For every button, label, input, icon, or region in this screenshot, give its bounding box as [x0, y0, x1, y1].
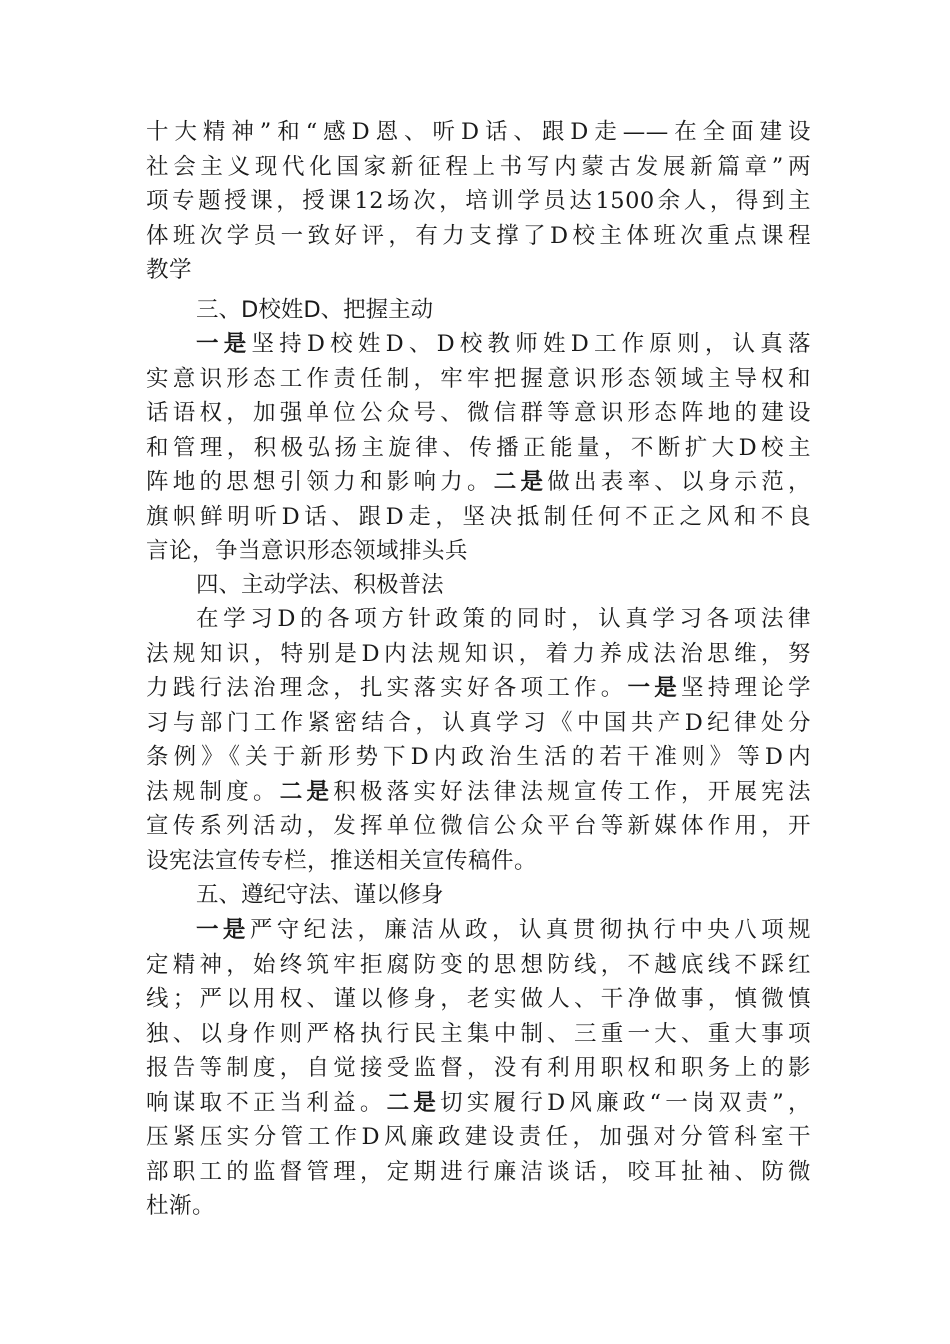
text-line: [146, 775, 811, 810]
text-line: 旗帜鲜明听D话、跟D走，坚决抵制任何不正之风和不良: [146, 503, 811, 530]
text-line: 项专题授课，授课12场次，培训学员达1500余人，得到主: [146, 188, 811, 214]
lead-marker: 一是: [196, 917, 250, 943]
text-line: 定精神，始终筑牢拒腐防变的思想防线，不越底线不踩红: [146, 951, 811, 978]
text-line: 话语权，加强单位公众号、微信群等意识形态阵地的建设: [146, 400, 811, 426]
text-run: 切实履行D风廉政“一岗双责”，: [440, 1089, 811, 1116]
paragraph-continuation: [146, 115, 811, 288]
text-line: 教学: [146, 257, 193, 283]
text-run: 严守纪法，廉洁从政，认真贯彻执行中央八项规: [249, 917, 811, 943]
paragraph-section-3: [146, 327, 811, 569]
text-line: 在学习D的各项方针政策的同时，认真学习各项法律: [196, 606, 811, 632]
text-line: 杜渐。: [146, 1193, 216, 1219]
lead-marker: 二是: [279, 778, 334, 805]
text-line: 习与部门工作紧密结合，认真学习《中国共产D纪律处分: [146, 709, 811, 736]
text-line: 十大精神”和“感D恩、听D话、跟D走——在全面建设: [146, 119, 811, 145]
lead-marker: 二是: [493, 469, 548, 495]
text-run: 响谋取不正当利益。: [146, 1089, 387, 1116]
text-line: [146, 913, 811, 948]
text-line: [146, 1086, 811, 1121]
text-line: [146, 327, 811, 362]
lead-marker: 二是: [386, 1089, 441, 1116]
text-line: 独、以身作则严格执行民主集中制、三重一大、重大事项: [146, 1020, 811, 1047]
text-line: 压紧压实分管工作D风廉政建设责任，加强对分管科室干: [146, 1124, 811, 1150]
text-run: 坚持D校姓D、D校教师姓D工作原则，认真落: [251, 331, 811, 357]
text-run: 阵地的思想引领力和影响力。: [146, 469, 494, 495]
section-heading-3: 三、D校姓D、把握主动: [196, 297, 434, 323]
text-line: 社会主义现代化国家新征程上书写内蒙古发展新篇章”两: [146, 153, 811, 180]
text-run: 力践行法治理念，扎实落实好各项工作。: [146, 675, 628, 701]
text-line: 部职工的监督管理，定期进行廉洁谈话，咬耳扯袖、防微: [146, 1158, 811, 1185]
text-line: 设宪法宣传专栏，推送相关宣传稿件。: [146, 847, 538, 874]
paragraph-section-4: [146, 602, 811, 878]
lead-marker: 一是: [627, 675, 681, 701]
text-line: 线；严以用权、谨以修身，老实做人、干净做事，慎微慎: [146, 986, 811, 1012]
text-line: 体班次学员一致好评，有力支撑了D校主体班次重点课程: [146, 222, 811, 249]
section-heading-4: 四、主动学法、积极普法: [196, 572, 444, 598]
text-line: 言论，争当意识形态领域排头兵: [146, 538, 469, 564]
text-run: 积极落实好法律法规宣传工作，开展宪法: [333, 778, 811, 805]
text-line: [146, 671, 811, 706]
text-line: [146, 465, 811, 500]
section-heading-5: 五、遵纪守法、谨以修身: [196, 882, 444, 908]
text-line: 实意识形态工作责任制，牢牢把握意识形态领域主导权和: [146, 365, 811, 392]
text-line: 和管理，积极弘扬主旋律、传播正能量，不断扩大D校主: [146, 434, 811, 461]
text-line: 宣传系列活动，发挥单位微信公众平台等新媒体作用，开: [146, 813, 811, 839]
text-run: 做出表率、以身示范，: [547, 469, 811, 495]
text-run: 法规制度。: [146, 778, 280, 805]
text-line: 条例》《关于新形势下D内政治生活的若干准则》等D内: [146, 744, 811, 770]
text-line: 报告等制度，自觉接受监督，没有利用职权和职务上的影: [146, 1055, 811, 1081]
text-line: 法规知识，特别是D内法规知识，着力养成法治思维，努: [146, 640, 811, 667]
lead-marker: 一是: [196, 331, 252, 357]
text-run: 坚持理论学: [680, 675, 811, 701]
paragraph-section-5: [146, 913, 811, 1224]
